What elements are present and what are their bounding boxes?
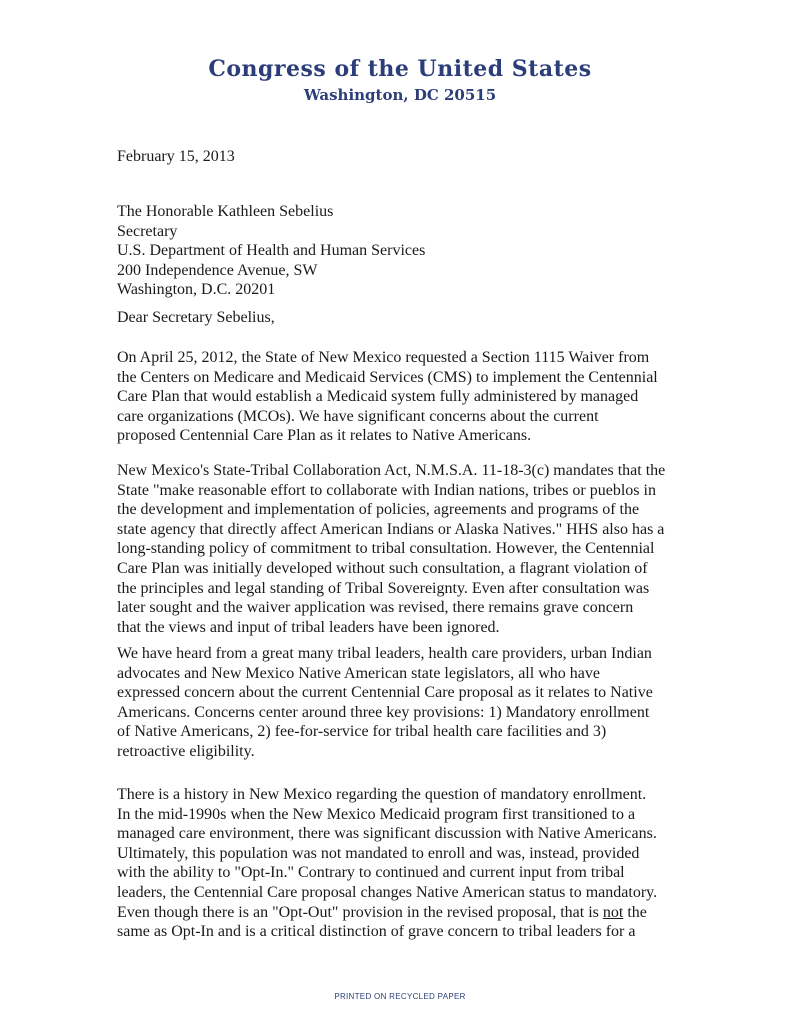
text-line: advocates and New Mexico Native American state legislators, all who have	[117, 664, 600, 682]
addressee-line: U.S. Department of Health and Human Services	[117, 242, 426, 260]
text-line: proposed Centennial Care Plan as it relates to Native Americans.	[117, 427, 532, 445]
text-line: Care Plan was initially developed without such consultation, a flagrant violation of	[117, 559, 648, 577]
text-line: There is a history in New Mexico regarding the question of mandatory enrollment.	[117, 786, 647, 803]
text-line: of Native Americans, 2) fee-for-service for tribal health care facilities and 3)	[117, 723, 607, 741]
addressee-block	[117, 202, 425, 300]
text-line: later sought and the waiver application was revised, there remains grave concern	[117, 599, 634, 617]
paragraph-1	[117, 348, 658, 446]
letterhead-subtitle: Washington, DC 20515	[303, 86, 497, 104]
text-line: retroactive eligibility.	[117, 742, 255, 760]
addressee-line: Washington, D.C. 20201	[117, 281, 276, 299]
text-line: that the views and input of tribal leaders have been ignored.	[117, 618, 500, 636]
addressee-line: 200 Independence Avenue, SW	[117, 261, 318, 279]
text-line: New Mexico's State-Tribal Collaboration Act, N.M.S.A. 11-18-3(c) mandates that the	[117, 462, 666, 479]
text-line: managed care environment, there was significant discussion with Native Americans.	[117, 825, 657, 843]
paragraph-2	[117, 461, 665, 637]
text-line: In the mid-1990s when the New Mexico Medicaid program first transitioned to a	[117, 805, 636, 823]
text-line: the principles and legal standing of Tribal Sovereignty. Even after consultation was	[117, 579, 650, 597]
text-line: leaders, the Centennial Care proposal changes Native American status to mandatory.	[117, 883, 658, 901]
text-line: Ultimately, this population was not mandated to enroll and was, instead, provided	[117, 844, 640, 862]
text-line: state agency that directly affect American Indians or Alaska Natives." HHS also has a	[117, 520, 665, 538]
paragraph-3	[117, 644, 653, 762]
letterhead-title: Congress of the United States	[208, 56, 592, 82]
text-line: with the ability to "Opt-In." Contrary to continued and current input from tribal	[117, 864, 625, 882]
text-line: Care Plan that would establish a Medicaid system fully administered by managed	[117, 388, 639, 406]
text-line: long-standing policy of commitment to tribal consultation. However, the Centennial	[117, 540, 655, 558]
paragraph-4	[117, 785, 657, 942]
text-line: the development and implementation of policies, agreements and programs of the	[117, 501, 640, 519]
salutation: Dear Secretary Sebelius,	[117, 309, 275, 326]
underlined-word: not	[602, 903, 624, 921]
text-line: We have heard from a great many tribal leaders, health care providers, urban Indian	[117, 645, 652, 662]
footer-recycled-paper: PRINTED ON RECYCLED PAPER	[334, 992, 466, 1001]
text-line: care organizations (MCOs). We have significant concerns about the current	[117, 407, 599, 425]
text-segment: Even though there is an "Opt-Out" provision in the revised proposal, that is	[117, 903, 603, 921]
text-line	[117, 903, 657, 923]
text-line: State "make reasonable effort to collaborate with Indian nations, tribes or pueblos in	[117, 481, 656, 499]
addressee-line: The Honorable Kathleen Sebelius	[117, 203, 334, 220]
text-line: On April 25, 2012, the State of New Mexico requested a Section 1115 Waiver from	[117, 349, 650, 366]
text-line: same as Opt-In and is a critical distinction of grave concern to tribal leaders for a	[117, 923, 636, 941]
text-segment: the	[623, 903, 647, 921]
addressee-line: Secretary	[117, 222, 178, 240]
text-line: the Centers on Medicare and Medicaid Services (CMS) to implement the Centennial	[117, 368, 658, 386]
text-line: expressed concern about the current Centennial Care proposal as it relates to Native	[117, 684, 653, 702]
letter-date: February 15, 2013	[117, 148, 235, 165]
text-line: Americans. Concerns center around three key provisions: 1) Mandatory enrollment	[117, 703, 650, 721]
